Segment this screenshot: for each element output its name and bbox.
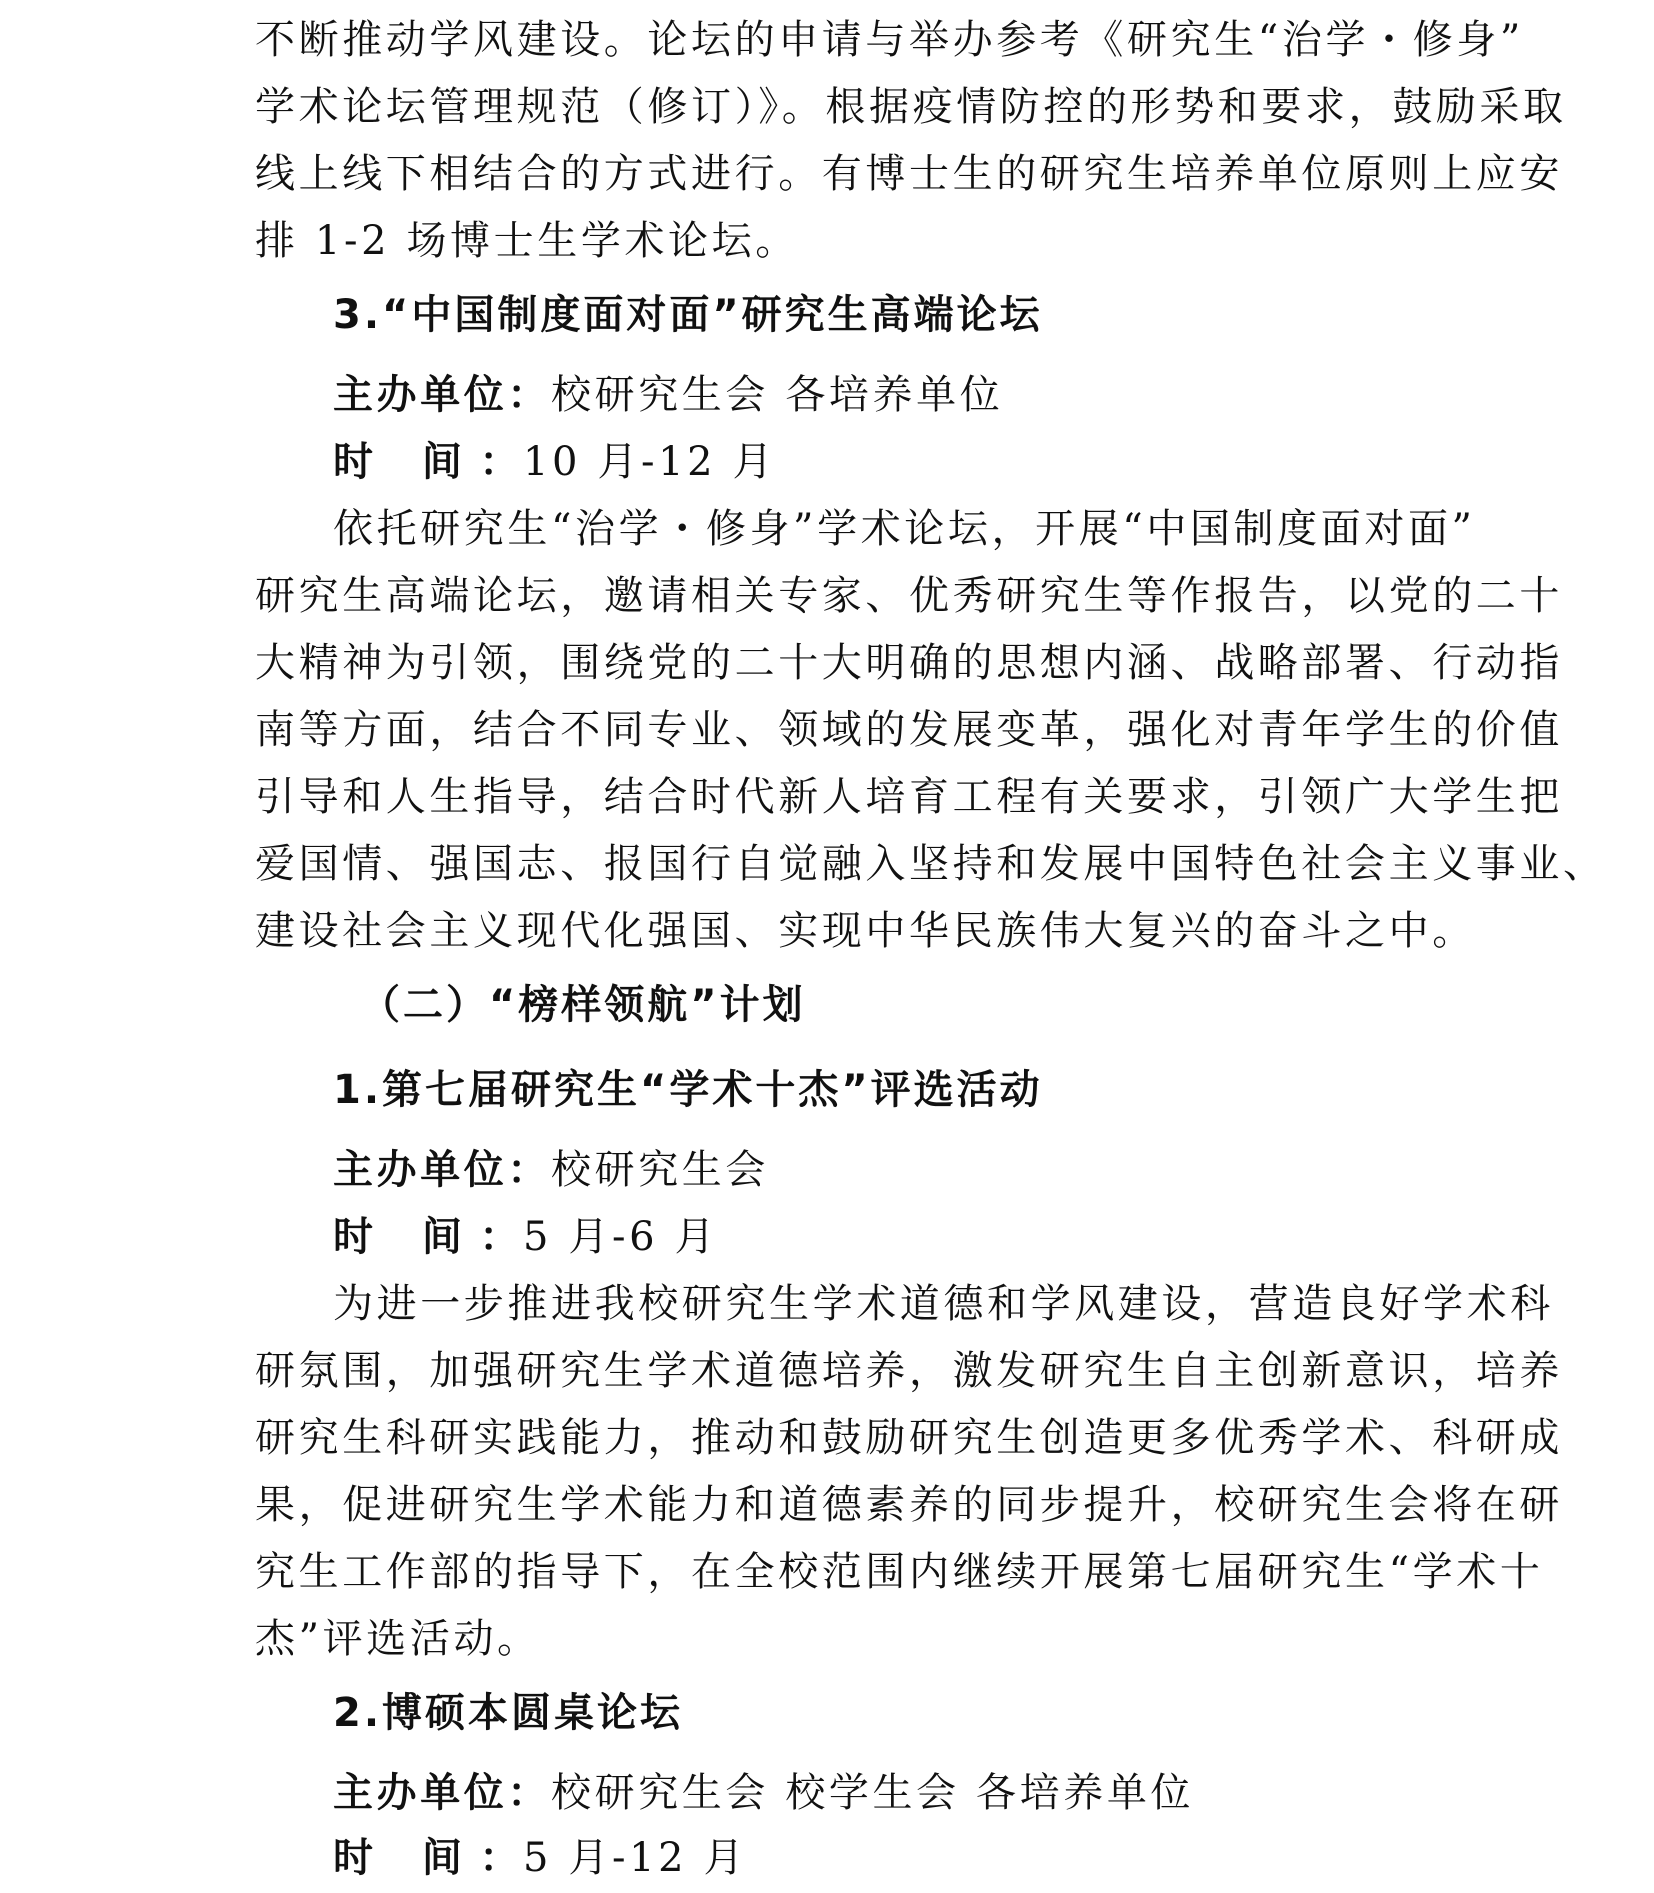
item3-body-line: 建设社会主义现代化强国、实现中华民族伟大复兴的奋斗之中。 (255, 908, 1476, 954)
item1-body-line: 杰”评选活动。 (255, 1616, 541, 1662)
organizer-label: 主办单位： (333, 1147, 551, 1193)
intro-line: 学术论坛管理规范（修订）》。根据疫情防控的形势和要求，鼓励采取 (255, 84, 1567, 130)
item1-body-line: 为进一步推进我校研究生学术道德和学风建设，营造良好学术科 (333, 1281, 1554, 1327)
item1-body-line: 究生工作部的指导下，在全校范围内继续开展第七届研究生“学术十 (255, 1549, 1544, 1595)
organizer-value: 校研究生会 各培养单位 (551, 372, 1004, 418)
organizer-label: 主办单位： (333, 1770, 551, 1816)
item2-time (333, 1828, 1415, 1888)
section2-heading: （二）“榜样领航”计划 (360, 982, 806, 1028)
intro-line: 不断推动学风建设。论坛的申请与举办参考《研究生“治学・修身” (255, 17, 1524, 63)
item3-body-line: 南等方面，结合不同专业、领域的发展变革，强化对青年学生的价值 (255, 707, 1563, 753)
item3-body-line: 研究生高端论坛，邀请相关专家、优秀研究生等作报告，以党的二十 (255, 573, 1563, 619)
time-value: 5 月-6 月 (523, 1214, 719, 1260)
item3-body-line: 爱国情、强国志、报国行自觉融入坚持和发展中国特色社会主义事业、 (255, 841, 1607, 887)
item1-body-line: 果，促进研究生学术能力和道德素养的同步提升，校研究生会将在研 (255, 1482, 1563, 1528)
time-label: 时 间： (333, 1214, 523, 1260)
time-value: 5 月-12 月 (523, 1835, 748, 1881)
item2-organizer (333, 1763, 1415, 1823)
item1-body-line: 研究生科研实践能力，推动和鼓励研究生创造更多优秀学术、科研成 (255, 1415, 1563, 1461)
organizer-label: 主办单位： (333, 372, 551, 418)
item1-organizer (333, 1140, 1415, 1200)
item3-heading: 3.“中国制度面对面”研究生高端论坛 (333, 292, 1043, 338)
item3-body-line: 依托研究生“治学・修身”学术论坛，开展“中国制度面对面” (333, 506, 1476, 552)
item3-organizer (333, 365, 1415, 425)
time-value: 10 月-12 月 (523, 439, 777, 485)
item3-body-line: 大精神为引领，围绕党的二十大明确的思想内涵、战略部署、行动指 (255, 640, 1563, 686)
item1-body-line: 研氛围，加强研究生学术道德培养，激发研究生自主创新意识，培养 (255, 1348, 1563, 1394)
item2-heading: 2.博硕本圆桌论坛 (333, 1690, 684, 1736)
item3-time (333, 432, 1415, 492)
item3-body-line: 引导和人生指导，结合时代新人培育工程有关要求，引领广大学生把 (255, 774, 1563, 820)
intro-line: 线上线下相结合的方式进行。有博士生的研究生培养单位原则上应安 (255, 151, 1563, 197)
intro-line: 排 1-2 场博士生学术论坛。 (255, 218, 799, 264)
item1-time (333, 1207, 1415, 1267)
time-label: 时 间： (333, 1835, 523, 1881)
item1-heading: 1.第七届研究生“学术十杰”评选活动 (333, 1067, 1043, 1113)
time-label: 时 间： (333, 439, 523, 485)
organizer-value: 校研究生会 (551, 1147, 769, 1193)
organizer-value: 校研究生会 校学生会 各培养单位 (551, 1770, 1195, 1816)
